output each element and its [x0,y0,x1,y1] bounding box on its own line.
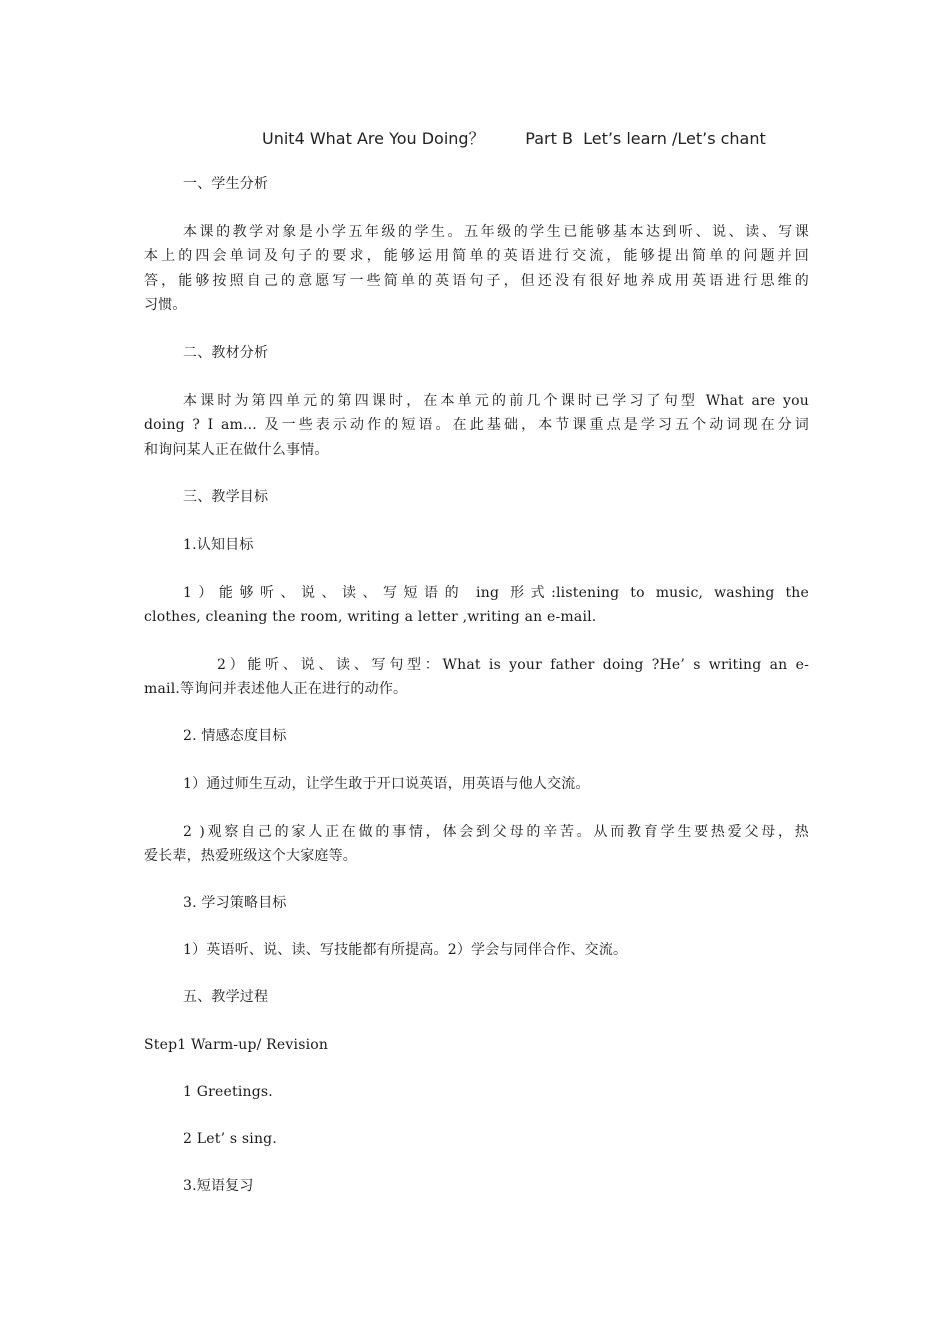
list-item-line: clothes, cleaning the room, writing a letter ,writing an e-mail. [144,609,597,625]
list-item-line: 2）能听、说、读、写句型：What is your father doing ?He’ s writing an e- [217,657,809,673]
document-title: Unit4 What Are You Doing？ Part B Let’s learn /Let’s chant [262,129,766,148]
section-heading-student-analysis: 一、学生分析 [183,176,269,192]
paragraph-line: 习惯。 [144,297,187,313]
list-item-line: 1）英语听、说、读、写技能都有所提高。2）学会与同伴合作、交流。 [183,942,628,958]
section-heading-teaching-process: 五、教学过程 [183,989,269,1005]
list-item-line: mail.等询问并表述他人正在进行的动作。 [144,681,408,697]
step-item: 1 Greetings. [183,1084,273,1100]
section-heading-material-analysis: 二、教材分析 [183,345,269,361]
step-item: 3.短语复习 [183,1178,254,1194]
subheading-cognitive-goals: 1.认知目标 [183,537,254,553]
step-heading: Step1 Warm-up/ Revision [144,1037,329,1053]
paragraph-line: doing ? I am... 及一些表示动作的短语。在此基础，本节课重点是学习五个动词现在分词 [144,417,809,433]
paragraph-line: 答，能够按照自己的意愿写一些简单的英语句子，但还没有很好地养成用英语进行思维的 [144,273,809,289]
list-item-line: 2 )观察自己的家人正在做的事情，体会到父母的辛苦。从而教育学生要热爱父母，热 [183,824,809,840]
list-item-line: 爱长辈，热爱班级这个大家庭等。 [144,848,357,864]
list-item-line: 1）能够听、说、读、写短语的 ing 形式:listening to music, washing the [183,585,809,601]
section-heading-teaching-goals: 三、教学目标 [183,489,269,505]
step-item: 2 Let’ s sing. [183,1131,277,1147]
list-item-line: 1）通过师生互动，让学生敢于开口说英语，用英语与他人交流。 [183,776,590,792]
paragraph-line: 本课时为第四单元的第四课时，在本单元的前几个课时已学习了句型 What are you [183,393,809,409]
subheading-strategy-goals: 3. 学习策略目标 [183,895,287,911]
paragraph-line: 和询问某人正在做什么事情。 [144,442,329,458]
subheading-affective-goals: 2. 情感态度目标 [183,728,287,744]
paragraph-line: 本上的四会单词及句子的要求，能够运用简单的英语进行交流，能够提出简单的问题并回 [144,248,809,264]
paragraph-line: 本课的教学对象是小学五年级的学生。五年级的学生已能够基本达到听、说、读、写课 [183,224,809,240]
